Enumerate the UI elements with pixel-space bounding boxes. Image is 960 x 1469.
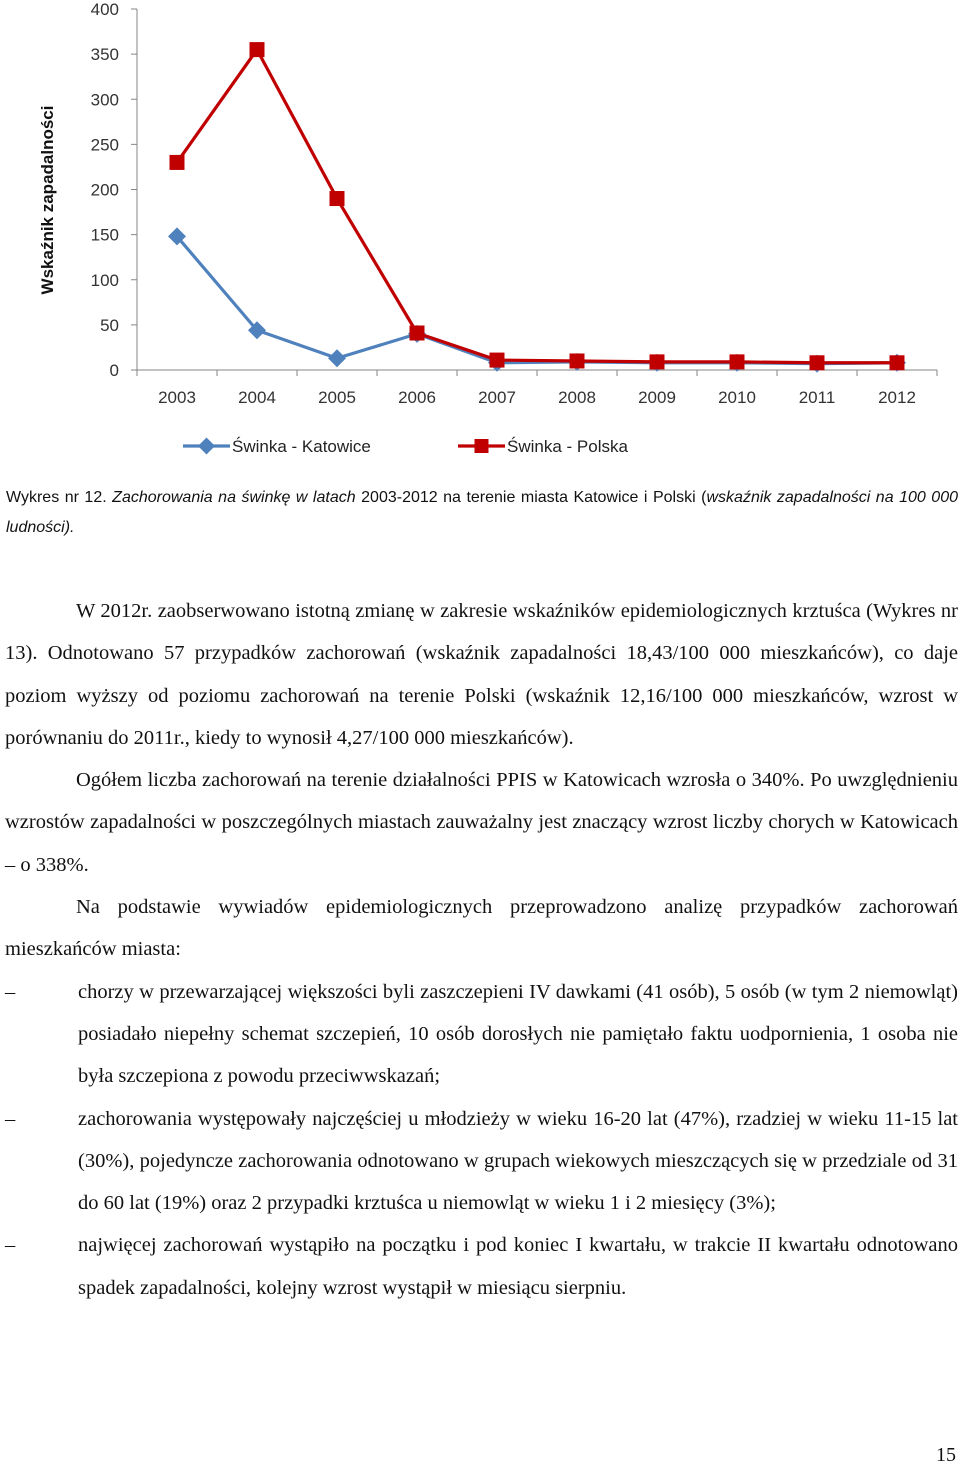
data-point-square — [730, 354, 745, 369]
list-item — [5, 971, 958, 1098]
legend-label: Świnka - Polska — [507, 437, 628, 456]
data-point-diamond — [328, 349, 346, 367]
page-number: 15 — [936, 1444, 956, 1466]
line-chart — [0, 0, 960, 470]
y-tick-label: 0 — [109, 361, 119, 380]
series-line — [177, 50, 897, 363]
caption-middle: 2003-2012 na terenie miasta Katowice i Polski ( — [361, 489, 707, 506]
x-tick-label: 2004 — [238, 388, 276, 407]
list-item — [5, 1098, 958, 1225]
bullet-list — [5, 971, 958, 1309]
data-point-square — [475, 439, 489, 453]
x-axis — [137, 370, 937, 407]
y-tick-label: 200 — [90, 180, 119, 200]
y-tick-label: 250 — [90, 135, 119, 155]
body-text — [5, 590, 958, 1309]
data-point-square — [330, 191, 345, 206]
x-tick-label: 2010 — [718, 388, 756, 407]
data-point-square — [410, 325, 425, 340]
dash-marker: – — [5, 980, 16, 1003]
list-item-text: chorzy w przewarzającej większości byli zaszczepieni IV dawkami (41 osób), 5 osób (w tym 2 niemowląt) posiadało niepełny schemat szczepień, 10 osób dorosłych nie pamiętało faktu uodpornienia, 1 osoba nie była szczepiona z powodu przeciwwskazań; — [78, 980, 958, 1088]
paragraph: W 2012r. zaobserwowano istotną zmianę w zakresie wskaźników epidemiologicznych krztuśca (Wykres nr 13). Odnotowano 57 przypadków zachorowań (wskaźnik zapadalności 18,43/100 000 mieszkańców), co daje poziom wyższy od poziomu zachorowań na terenie Polski (wskaźnik 12,16/100 000 mieszkańców, wzrost w porównaniu do 2011r., kiedy to wynosił 4,27/100 000 mieszkańców). — [5, 600, 958, 749]
dash-marker: – — [5, 1234, 16, 1257]
data-point-square — [170, 155, 185, 170]
caption-italic: Zachorowania na świnkę w latach — [112, 489, 362, 506]
x-tick-label: 2003 — [158, 388, 196, 407]
data-point-square — [250, 42, 265, 57]
legend — [183, 437, 628, 456]
y-tick-label: 50 — [100, 315, 119, 335]
y-tick-label: 400 — [90, 0, 119, 19]
dash-marker: – — [5, 1107, 16, 1130]
data-point-square — [810, 355, 825, 370]
data-point-square — [650, 354, 665, 369]
x-tick-label: 2009 — [638, 388, 676, 407]
y-tick-label: 300 — [90, 90, 119, 110]
x-tick-label: 2012 — [878, 388, 916, 407]
x-tick-label: 2006 — [398, 388, 436, 407]
list-item — [5, 1224, 958, 1309]
x-tick-label: 2008 — [558, 388, 596, 407]
series-line — [177, 236, 897, 363]
y-tick-label: 100 — [90, 270, 119, 290]
list-item-text: najwięcej zachorowań wystąpiło na początku i pod koniec I kwartału, w trakcie II kwartału odnotowano spadek zapadalności, kolejny wzrost wystąpił w miesiącu sierpniu. — [78, 1234, 958, 1299]
data-point-square — [490, 353, 505, 368]
x-tick-label: 2011 — [798, 388, 836, 407]
caption-lead: Wykres nr 12. — [6, 489, 113, 506]
x-tick-label: 2007 — [478, 388, 516, 407]
paragraph: Na podstawie wywiadów epidemiologicznych przeprowadzono analizę przypadków zachorowań mieszkańców miasta: — [5, 896, 958, 961]
caption-tail: wskaźnik zapadalności na 100 000 ludności). — [6, 489, 958, 536]
data-point-square — [890, 355, 905, 370]
data-point-diamond — [198, 438, 215, 455]
paragraph: Ogółem liczba zachorowań na terenie działalności PPIS w Katowicach wzrosła o 340%. Po uwzględnieniu wzrostów zapadalności w poszczególnych miastach zauważalny jest znaczący wzrost liczby chorych w Katowicach – o 338%. — [5, 769, 958, 876]
y-axis — [91, 0, 137, 380]
y-axis-label: Wskaźnik zapadalności — [38, 105, 57, 295]
list-item-text: zachorowania występowały najczęściej u młodzieży w wieku 16-20 lat (47%), rzadziej w wieku 11-15 lat (30%), pojedyncze zachorowania odnotowano w grupach wiekowych mieszczących się w przedziale od 31 do 60 lat (19%) oraz 2 przypadki krztuśca u niemowląt w wieku 1 i 2 miesięcy (3%); — [78, 1107, 958, 1215]
x-tick-label: 2005 — [318, 388, 356, 407]
plot-area — [168, 42, 906, 373]
legend-label: Świnka - Katowice — [232, 437, 371, 456]
y-tick-label: 150 — [90, 225, 119, 245]
data-point-square — [570, 353, 585, 368]
figure-caption — [6, 483, 958, 543]
y-tick-label: 350 — [90, 45, 119, 65]
